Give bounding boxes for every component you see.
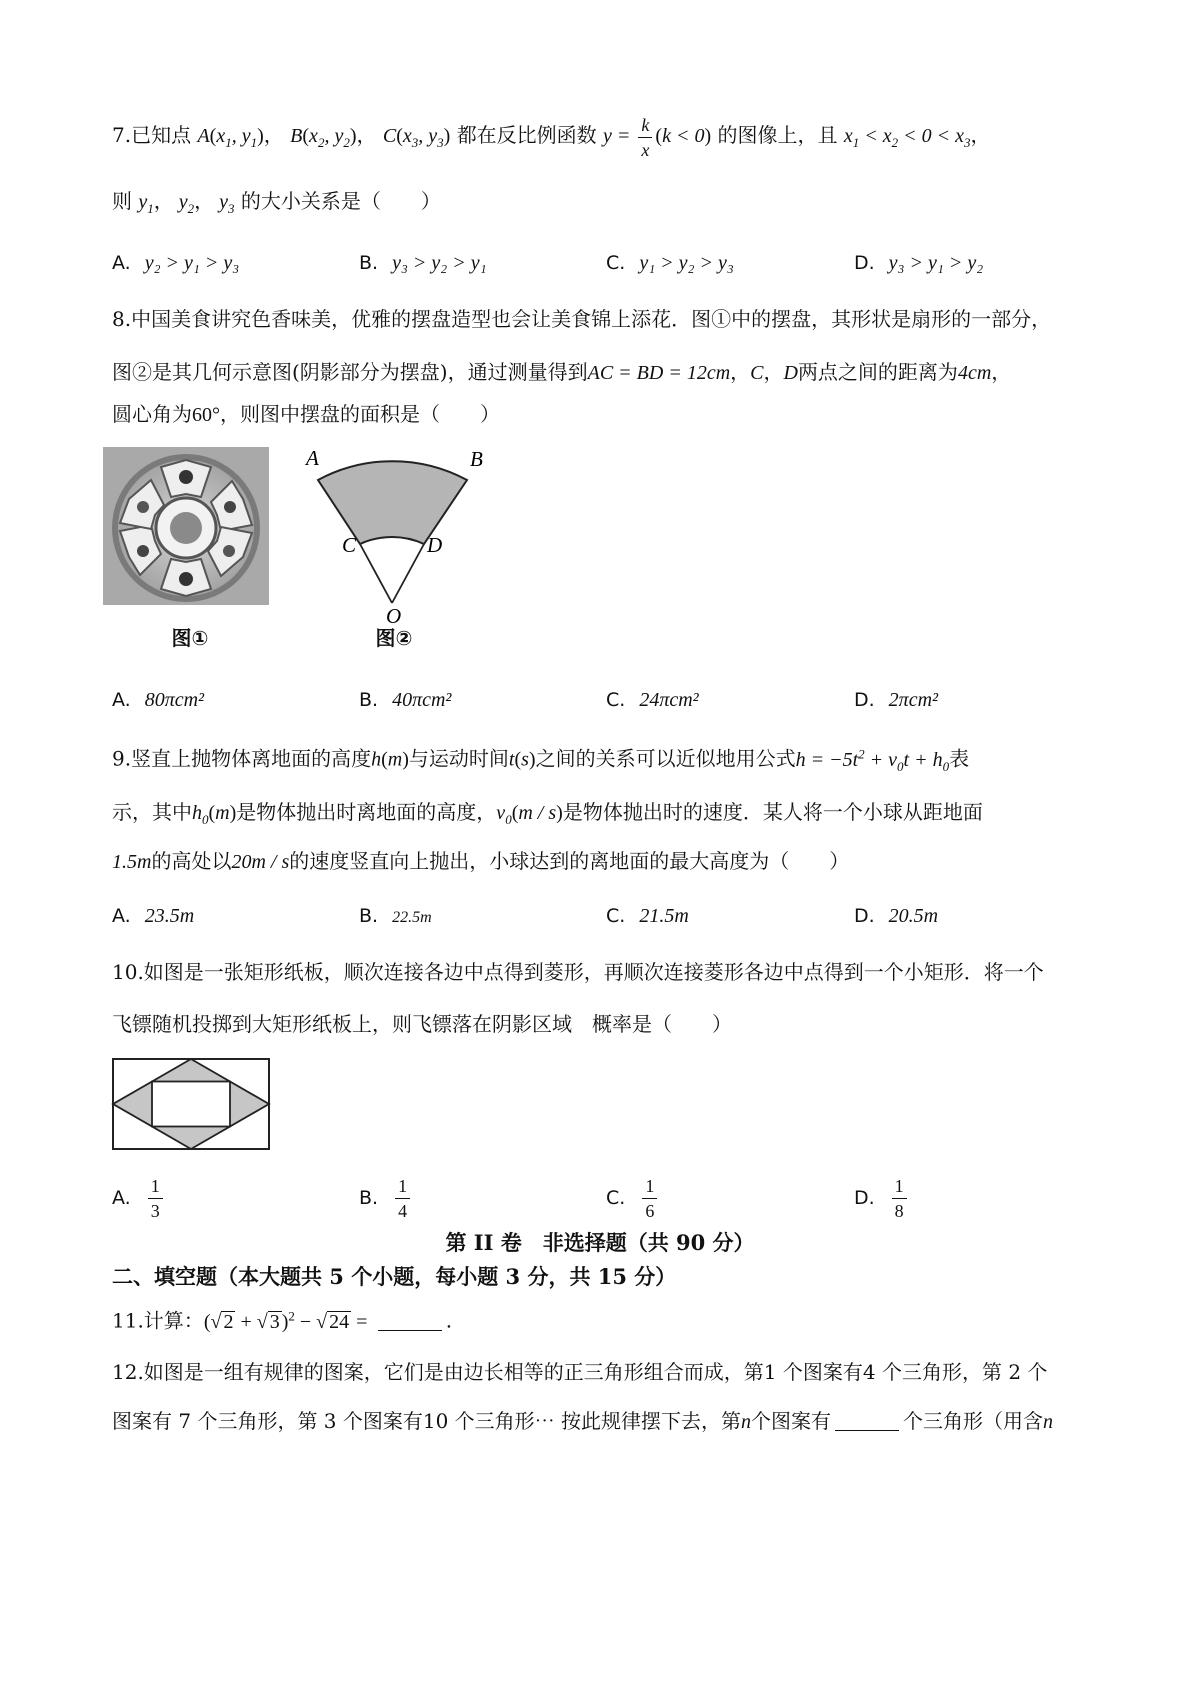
q9-line1: 9.竖直上抛物体离地面的高度h(m)与运动时间t(s)之间的关系可以近似地用公式$h = -5t^2 + v_0t + h_0$表	[112, 746, 970, 774]
q7-text-mid1: 都在反比例函数	[456, 123, 597, 148]
q7-option-d[interactable]: D. y₃ > y₁ > y₂	[854, 252, 984, 274]
q8-equation: AC = BD = 12cm	[587, 362, 731, 384]
q8-figure1-plate-image	[103, 447, 269, 605]
q10-option-c[interactable]: C. $\frac{1}{6}$	[606, 1174, 660, 1223]
label-o: O	[386, 604, 402, 628]
part2-title: 第 II 卷 非选择题（共 90 分）	[445, 1230, 755, 1255]
q9-formula: $h = -5t^2 + v_0t + h_0$	[795, 746, 950, 774]
q7-inequality: $x_1 < x_2 < 0 < x_3$	[843, 125, 971, 151]
q8-line1: 8.中国美食讲究色香味美，优雅的摆盘造型也会让美食锦上添花．图①中的摆盘，其形状是扇形的一部分，	[112, 307, 1052, 331]
q8-option-b[interactable]: B. 40πcm²	[359, 689, 452, 711]
q9-option-a[interactable]: A. 23.5m	[112, 905, 195, 927]
q12-answer-blank[interactable]	[835, 1410, 899, 1431]
q8-option-d[interactable]: D. 2πcm²	[854, 689, 939, 711]
q8-figure1-caption: 图①	[171, 626, 209, 650]
q7-vars: $y_1$， $y_2$， $y_3$	[138, 191, 235, 216]
q8-options	[112, 682, 1102, 716]
q10-option-b[interactable]: B. $\frac{1}{4}$	[359, 1174, 413, 1223]
q9-option-c[interactable]: C. 21.5m	[606, 905, 689, 927]
label-b: B	[470, 447, 483, 471]
q7-option-b[interactable]: B. y₃ > y₂ > y₁	[359, 252, 487, 274]
q12-line1: 12.如图是一组有规律的图案，它们是由边长相等的正三角形组合而成，第1 个图案有4 个三角形，第 2 个	[112, 1360, 1048, 1384]
q11-line: 11.计算：(√ 2 + √ 3 )$^2$ − √ 24 = .	[112, 1308, 453, 1333]
q7-point-a: $A(x_1$, $y_1$)	[197, 125, 264, 151]
q7-line2	[112, 185, 1102, 225]
q7-line2-prefix: 则	[112, 189, 132, 213]
q7-line1: 7.已知点 $A(x_1$, $y_1$)， $B(x_2$, $y_2$)， $C(x_3$, $y_3$) 都在反比例函数 y = $\frac{k}{x}$ (k < 0) 的图像上，且 $x_1 < x_2 < 0 < x_3$，	[112, 115, 991, 160]
q8-figure2-caption: 图②	[375, 626, 413, 650]
q7-function: y = $\frac{k}{x}$ (k < 0)	[603, 115, 712, 160]
label-a: A	[306, 446, 319, 470]
q7-text-mid2: 的图像上，且	[717, 123, 838, 148]
label-c: C	[342, 533, 357, 557]
q8-line3: 圆心角为60°，则图中摆盘的面积是（ ）	[112, 402, 500, 426]
q9-line3: 1.5m的高处以20m / s的速度竖直向上抛出，小球达到的离地面的最大高度为（ ）	[112, 849, 850, 873]
q10-line1: 10.如图是一张矩形纸板，顺次连接各边中点得到菱形，再顺次连接菱形各边中点得到一个小矩形．将一个	[112, 960, 1044, 984]
q10-options	[112, 1168, 1102, 1226]
q8-distance: 4cm	[957, 362, 992, 384]
q10-line2: 飞镖随机投掷到大矩形纸板上，则飞镖落在阴影区域 概率是（ ）	[112, 1012, 732, 1036]
q7-options	[112, 245, 1102, 279]
q7-line2-suffix: 的大小关系是（ ）	[240, 189, 441, 213]
q7-point-c: $C(x_3$, $y_3$)	[382, 125, 451, 151]
q10-option-d[interactable]: D. $\frac{1}{8}$	[854, 1174, 910, 1223]
q9-line2: 示，其中$h_0(m)$是物体抛出时离地面的高度，$v_0(m / s)$是物体抛出时的速度．某人将一个小球从距地面	[112, 800, 983, 827]
q8-option-a[interactable]: A. 80πcm²	[112, 689, 205, 711]
section2-title: 二、填空题（本大题共 5 个小题，每小题 3 分，共 15 分）	[112, 1264, 677, 1289]
q10-rectangle-diagram	[112, 1058, 272, 1152]
q9-option-d[interactable]: D. 20.5m	[854, 905, 939, 927]
q7-point-b: $B(x_2$, $y_2$)	[290, 125, 357, 151]
q12-line2: 图案有 7 个三角形，第 3 个图案有10 个三角形⋯ 按此规律摆下去，第n个图案有 个三角形（用含n	[112, 1409, 1054, 1433]
q9-options	[112, 898, 1102, 932]
q7-option-c[interactable]: C. y₁ > y₂ > y₃	[606, 252, 734, 274]
q8-angle: 60°	[192, 404, 220, 426]
q11-answer-blank[interactable]	[378, 1310, 442, 1331]
q7-prefix: 7.已知点	[112, 123, 192, 148]
q8-figure2-sector-diagram	[306, 445, 510, 628]
q8-option-c[interactable]: C. 24πcm²	[606, 689, 699, 711]
q11-expression: (√ 2 + √ 3 )$^2$ − √ 24 =	[203, 1308, 368, 1333]
label-d: D	[427, 533, 443, 557]
q7-option-a[interactable]: A. y₂ > y₁ > y₃	[112, 252, 240, 274]
q8-line2: 图②是其几何示意图(阴影部分为摆盘)，通过测量得到AC = BD = 12cm，C，D两点之间的距离为4cm，	[112, 360, 1012, 384]
q9-option-b[interactable]: B. 22.5m	[359, 905, 432, 927]
q10-option-a[interactable]: A. $\frac{1}{3}$	[112, 1174, 166, 1223]
